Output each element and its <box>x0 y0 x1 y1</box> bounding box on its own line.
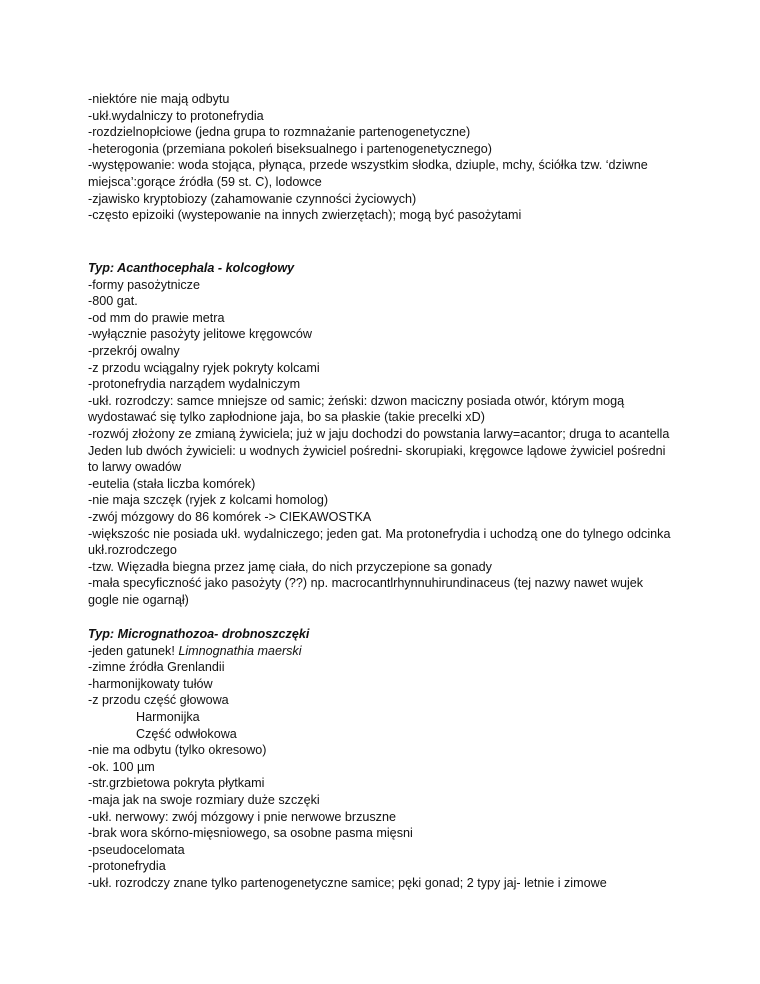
note-line: wydostawać się tylko zapłodnione jaja, bo sa płaskie (takie precelki xD) <box>88 410 485 425</box>
note-line: -nie maja szczęk (ryjek z kolcami homolog) <box>88 493 329 508</box>
note-line: -str.grzbietowa pokryta płytkami <box>88 776 265 791</box>
note-line: -ukł. rozrodczy znane tylko partenogenetyczne samice; pęki gonad; 2 typy jaj- letnie i zimowe <box>88 875 607 890</box>
note-line: -protonefrydia narządem wydalniczym <box>88 377 301 392</box>
note-line: -z przodu część głowowa <box>88 693 229 708</box>
note-line: -ukł. nerwowy: zwój mózgowy i pnie nerwowe brzuszne <box>88 809 396 824</box>
note-line: -często epizoiki (wystepowanie na innych zwierzętach); mogą być pasożytami <box>88 208 522 223</box>
note-line: -od mm do prawie metra <box>88 310 225 325</box>
note-line: -brak wora skórno-mięsniowego, sa osobne pasma mięsni <box>88 826 413 841</box>
note-line: -rozdzielnopłciowe (jedna grupa to rozmnażanie partenogenetyczne) <box>88 125 471 140</box>
note-line: -800 gat. <box>88 294 138 309</box>
species-name: Limnognathia maerski <box>178 643 302 658</box>
note-line: -rozwój złożony ze zmianą żywiciela; już w jaju dochodzi do powstania larwy=acantor; druga to acantella <box>88 426 670 441</box>
note-line: -pseudocelomata <box>88 842 185 857</box>
note-line: -ok. 100 µm <box>88 759 155 774</box>
note-line: -mała specyficzność jako pasożyty (??) np. macrocantlrhynnuhirundinaceus (tej nazwy nawet wujek <box>88 576 644 591</box>
section-rotifera-notes <box>88 91 698 224</box>
note-line: -nie ma odbytu (tylko okresowo) <box>88 743 267 758</box>
section-acanthocephala <box>88 260 698 608</box>
note-line: -zjawisko kryptobiozy (zahamowanie czynności życiowych) <box>88 191 417 206</box>
note-line: -tzw. Więzadła biegna przez jamę ciała, do nich przyczepione sa gonady <box>88 559 492 574</box>
note-line: -harmonijkowaty tułów <box>88 676 213 691</box>
note-line: -zwój mózgowy do 86 komórek -> CIEKAWOSTKA <box>88 509 372 524</box>
note-line: -zimne źródła Grenlandii <box>88 660 225 675</box>
note-line: gogle nie ogarnął) <box>88 592 189 607</box>
note-line: Jeden lub dwóch żywicieli: u wodnych żywiciel pośredni- skorupiaki, kręgowce lądowe żywiciel pośredni <box>88 443 666 458</box>
note-line: -eutelia (stała liczba komórek) <box>88 476 256 491</box>
note-line: -niektóre nie mają odbytu <box>88 92 230 106</box>
note-line: -heterogonia (przemiana pokoleń biseksualnego i partenogenetycznego) <box>88 141 492 156</box>
note-line: -formy pasożytnicze <box>88 277 200 292</box>
note-line: -maja jak na swoje rozmiary duże szczęki <box>88 792 320 807</box>
note-line: to larwy owadów <box>88 460 182 475</box>
note-line: -przekrój owalny <box>88 343 180 358</box>
species-prefix: -jeden gatunek! <box>88 643 179 658</box>
indented-line: Część odwłokowa <box>136 726 237 741</box>
section-heading: Typ: Micrognathozoa- drobnoszczęki <box>88 627 310 641</box>
note-line: ukł.rozrodczego <box>88 543 177 558</box>
note-line: -ukł. rozrodczy: samce mniejsze od samic; żeński: dzwon maciczny posiada otwór, którym mogą <box>88 393 625 408</box>
indented-line: Harmonijka <box>136 709 200 724</box>
section-micrognathozoa <box>88 626 698 892</box>
note-line: -z przodu wciągalny ryjek pokryty kolcami <box>88 360 320 375</box>
note-line: -występowanie: woda stojąca, płynąca, przede wszystkim słodka, dziuple, mchy, ściółka tzw. ‘dziwne <box>88 158 648 173</box>
note-line: miejsca’:gorące źródła (59 st. C), lodowce <box>88 174 322 189</box>
note-line: -większośc nie posiada ukł. wydalniczego; jeden gat. Ma protonefrydia i uchodzą one do tylnego odcinka <box>88 526 671 541</box>
note-line: -ukł.wydalniczy to protonefrydia <box>88 108 264 123</box>
note-line: -wyłącznie pasożyty jelitowe kręgowców <box>88 327 312 342</box>
note-line-species <box>88 643 698 660</box>
note-line: -protonefrydia <box>88 859 166 874</box>
section-heading: Typ: Acanthocephala - kolcogłowy <box>88 261 295 275</box>
